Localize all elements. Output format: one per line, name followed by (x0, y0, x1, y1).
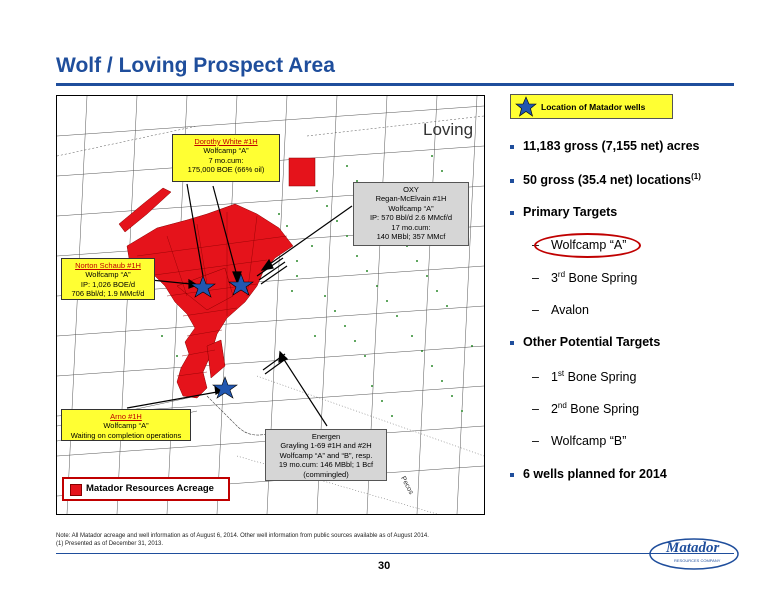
matador-logo (648, 536, 740, 572)
bullet-text: Primary Targets (523, 205, 618, 219)
bullet-text: 11,183 gross (7,155 net) acres (523, 139, 700, 153)
bullet-text: 3 (550, 271, 558, 286)
callout-norton-name: Norton Schaub #1H (75, 261, 141, 270)
bullet-other-targets (510, 335, 660, 349)
bullet-text: Wolfcamp “B” (550, 434, 627, 448)
bullet-marker (510, 473, 514, 477)
prospect-map (56, 95, 485, 515)
bullet-primary-targets (510, 205, 617, 219)
bullet-text: 2 (550, 402, 558, 417)
bullet-text: Wolfcamp “A” (550, 238, 627, 252)
callout-arno-name: Arno #1H (110, 412, 142, 421)
callout-line: Grayling 1-69 #1H and #2H (280, 441, 372, 451)
callout-line: OXY (403, 185, 419, 194)
callout-dorothy-white (172, 134, 280, 182)
star-icon (515, 96, 537, 118)
page-number: 30 (378, 560, 391, 572)
logo-wordmark: Matador (666, 540, 720, 556)
subbullet-1st-bone-spring: – 1st Bone Spring (532, 369, 637, 385)
bullet-marker (510, 211, 514, 215)
well-location-legend (510, 94, 673, 119)
callout-line: 706 Bbl/d; 1.9 MMcf/d (71, 289, 145, 299)
callout-line: Regan-McElvain #1H (375, 194, 447, 204)
callout-line: Wolfcamp “A” (85, 270, 131, 280)
acreage-legend-label: Matador Resources Acreage (86, 483, 214, 494)
ordinal-suffix: rd (557, 270, 566, 279)
callout-energen (265, 429, 387, 481)
callout-line: Wolfcamp “A” and “B”, resp. (279, 450, 373, 460)
bullet-text: Bone Spring (565, 271, 638, 286)
pecos-river-label: Pecos (399, 475, 415, 496)
callout-norton-schaub (61, 258, 155, 300)
bullet-text: 6 wells planned for 2014 (523, 467, 667, 481)
callout-line: 140 MBbl; 357 MMcf (376, 231, 446, 241)
bullet-text: 1 (550, 370, 558, 385)
callout-line: Waiting on completion operations (70, 430, 182, 440)
logo-subtitle: RESOURCES COMPANY (674, 558, 721, 563)
bullet-marker (510, 179, 514, 183)
star-arno (213, 377, 237, 398)
subbullet-3rd-bone-spring: – 3rd Bone Spring (532, 270, 638, 286)
callout-arno (61, 409, 191, 441)
callout-dorothy-name: Dorothy White #1H (194, 137, 258, 146)
callout-line: 7 mo.cum: (208, 155, 244, 165)
footnote (56, 533, 429, 549)
callout-line: Wolfcamp “A” (103, 421, 149, 431)
footnote-line: (1) Presented as of December 31, 2013. (56, 540, 164, 547)
callout-line: IP: 570 Bbl/d 2.6 MMcf/d (369, 213, 453, 223)
callout-line: Wolfcamp “A” (203, 146, 249, 156)
footnote-ref: (1) (691, 172, 701, 181)
acreage-swatch (70, 484, 82, 496)
well-location-legend-label: Location of Matador wells (541, 102, 646, 112)
ordinal-suffix: st (557, 369, 565, 378)
subbullet-2nd-bone-spring: – 2nd Bone Spring (532, 401, 640, 417)
callout-line: (commingled) (303, 469, 349, 479)
callout-line: Energen (311, 432, 341, 441)
ordinal-suffix: nd (557, 401, 567, 410)
bullet-text: Bone Spring (566, 402, 640, 417)
callout-line: Wolfcamp “A” (388, 203, 434, 213)
footnote-line: Note: All Matador acreage and well information as of August 6, 2014. Other well information from public sources available as of August 2014. (56, 533, 429, 539)
bullet-wells-planned (510, 467, 667, 481)
bullet-text: Other Potential Targets (523, 335, 661, 349)
subbullet-wolfcamp-a: – Wolfcamp “A” (532, 238, 627, 252)
callout-line: 17 mo.cum: (391, 222, 431, 232)
bullet-locations (510, 172, 701, 187)
bullet-marker (510, 341, 514, 345)
acreage-legend (62, 477, 230, 501)
callout-oxy (353, 182, 469, 246)
subbullet-wolfcamp-b: – Wolfcamp “B” (532, 434, 627, 448)
bullet-acres (510, 139, 700, 153)
title-divider (56, 83, 734, 86)
footer-divider (56, 553, 734, 554)
callout-line: 19 mo.cum: 146 MBbl; 1 Bcf (278, 460, 374, 470)
page-title: Wolf / Loving Prospect Area (56, 54, 335, 77)
loving-county-label: Loving (423, 120, 474, 139)
wolfcamp-a-highlight-ellipse (534, 233, 641, 258)
callout-line: IP: 1,026 BOE/d (80, 279, 136, 289)
subbullet-avalon: – Avalon (532, 303, 589, 317)
bullet-text: Bone Spring (564, 370, 637, 385)
callout-line: 175,000 BOE (66% oil) (187, 165, 265, 175)
bullet-marker (510, 145, 514, 149)
bullet-text: 50 gross (35.4 net) locations (523, 173, 692, 188)
bullet-text: Avalon (550, 303, 589, 317)
